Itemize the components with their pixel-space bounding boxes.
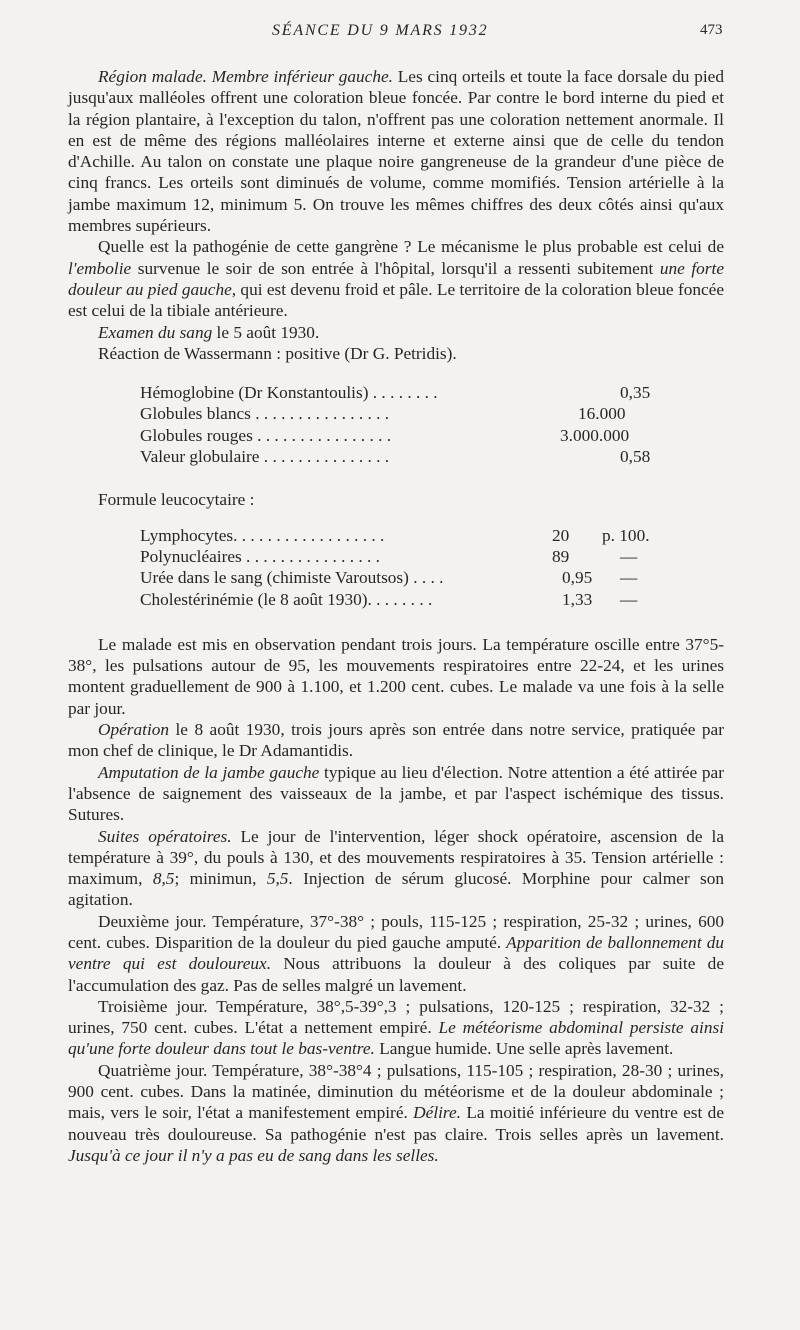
exam-date: le 5 août 1930. bbox=[212, 322, 320, 342]
text-body bbox=[68, 66, 724, 1166]
wassermann-line: Réaction de Wassermann : positive (Dr G. Petridis). bbox=[98, 343, 457, 363]
table-row bbox=[140, 446, 656, 467]
pathogenesis-text-a: Quelle est la pathogénie de cette gangrène ? Le mécanisme le plus probable est celui de bbox=[98, 237, 724, 257]
table-row bbox=[140, 589, 656, 610]
amputation-text: typique au lieu d'élection. Notre attention a été attirée par l'absence de saignement des vaisseaux de la jambe, et par l'aspect ischémique des tissus. Sutures. bbox=[68, 762, 724, 825]
pathogenesis-emphasis-1: l'embolie bbox=[68, 258, 132, 278]
row-label: Lymphocytes. . . . . . . . . . . . . . . . . . bbox=[140, 525, 385, 545]
row-label: Hémoglobine (Dr Konstantoulis) . . . . . . . . bbox=[140, 383, 438, 403]
row-unit: — bbox=[620, 589, 638, 609]
table-row bbox=[140, 546, 656, 567]
table-row bbox=[140, 425, 656, 446]
row-value: 20 bbox=[552, 525, 570, 545]
row-value: 0,35 bbox=[620, 383, 651, 403]
row-label: Globules rouges . . . . . . . . . . . . . . . . bbox=[140, 425, 392, 445]
operation-paragraph bbox=[68, 719, 724, 762]
row-label: Polynucléaires . . . . . . . . . . . . . . . . bbox=[140, 546, 380, 566]
day2-paragraph bbox=[68, 911, 724, 996]
suites-label: Suites opératoires. bbox=[98, 826, 232, 846]
pathogenesis-emphasis-2: une forte douleur au pied gauche, bbox=[68, 258, 724, 299]
table-row bbox=[140, 382, 656, 403]
row-value: 1,33 bbox=[562, 589, 593, 609]
day4-text-b: La moitié inférieure du ventre est de nouveau très douloureuse. Sa pathogénie n'est pas claire. Trois selles après un lavement. bbox=[68, 1103, 724, 1144]
suites-text-c: . Injection de sérum glucosé. Morphine pour calmer son agitation. bbox=[68, 869, 724, 910]
row-value: 0,58 bbox=[620, 447, 651, 467]
table-row bbox=[140, 403, 656, 424]
pathogenesis-paragraph bbox=[68, 236, 724, 321]
day4-emphasis-2: Jusqu'à ce jour il n'y a pas eu de sang dans les selles. bbox=[68, 1145, 439, 1165]
table-row bbox=[140, 525, 656, 546]
suites-paragraph bbox=[68, 826, 724, 911]
operation-text: le 8 août 1930, trois jours après son entrée dans notre service, pratiquée par mon chef de clinique, le Dr Adamantidis. bbox=[68, 720, 724, 761]
row-label: Globules blancs . . . . . . . . . . . . . . . . bbox=[140, 404, 390, 424]
amputation-paragraph bbox=[68, 762, 724, 826]
day2-emphasis: Apparition de ballonnement du ventre qui est douloureux. bbox=[68, 932, 724, 974]
row-unit: — bbox=[620, 568, 638, 588]
row-unit: p. 100. bbox=[602, 525, 650, 545]
page-number: 473 bbox=[700, 22, 723, 38]
region-text: Les cinq orteils et toute la face dorsale du pied jusqu'aux malléoles offrent une coloration bleue foncée. Par contre le bord interne du pied et la région plantaire, à l'exception du talon, n'offrent pas une coloration nettement anormale. Il en est de même des régions malléolaires interne et externe ainsi que de celle du tendon d'Achille. Au talon on constate une plaque noire gangreneuse de la grandeur d'une pièce de cinq francs. Les orteils sont diminués de volume, comme momifiés. Tension artérielle à la jambe maximum 12, minimum 5. On trouve les mêmes chiffres des deux côtés ainsi qu'aux membres supérieurs. bbox=[68, 67, 724, 236]
row-label: Valeur globulaire . . . . . . . . . . . . . . . bbox=[140, 447, 390, 467]
row-value: 0,95 bbox=[562, 568, 593, 588]
leucocyte-table bbox=[140, 525, 656, 610]
pathogenesis-text-b: survenue le soir de son entrée à l'hôpital, lorsqu'il a ressenti subitement bbox=[131, 258, 660, 278]
suites-max: 8,5 bbox=[152, 869, 175, 889]
blood-table bbox=[140, 382, 656, 467]
formule-label: Formule leucocytaire : bbox=[98, 490, 255, 510]
region-paragraph bbox=[68, 66, 724, 236]
operation-label: Opération bbox=[98, 720, 170, 740]
region-label: Région malade. Membre inférieur gauche. bbox=[98, 67, 393, 86]
exam-line bbox=[68, 322, 724, 343]
suites-min: 5,5 bbox=[266, 869, 289, 889]
day2-text-a: Deuxième jour. Température, 37°-38° ; pouls, 115-125 ; respiration, 25-32 ; urines, 600 cent. cubes. Disparition de la douleur du pied gauche amputé. bbox=[68, 911, 724, 952]
day3-text-a: Troisième jour. Température, 38°,5-39°,3 ; pulsations, 120-125 ; respiration, 32-32 ; urines, 750 cent. cubes. L'état a nettement empiré. bbox=[68, 996, 724, 1038]
day4-emphasis-1: Délire. bbox=[413, 1103, 461, 1123]
suites-text-a: Le jour de l'intervention, léger shock opératoire, ascension de la température à 39°, du pouls à 130, et des mouvements respiratoires à 35. Tension artérielle : maximum, bbox=[68, 826, 724, 889]
suites-text-b: ; minimun, bbox=[174, 869, 267, 889]
row-unit: — bbox=[620, 546, 638, 566]
day2-text-b: Nous attribuons la douleur à des coliques par suite de l'accumulation des gaz. Pas de selles malgré un lavement. bbox=[68, 954, 724, 995]
exam-label: Examen du sang bbox=[98, 322, 213, 342]
day3-text-b: Langue humide. Une selle après lavement. bbox=[374, 1039, 674, 1059]
row-value: 89 bbox=[552, 546, 570, 566]
day3-emphasis: Le météorisme abdominal persiste ainsi qu'une forte douleur dans tout le bas-ventre. bbox=[68, 1018, 725, 1059]
amputation-label: Amputation de la jambe gauche bbox=[98, 762, 320, 782]
running-title: SÉANCE DU 9 MARS 1932 bbox=[272, 22, 489, 39]
day4-text-a: Quatrième jour. Température, 38°-38°4 ; pulsations, 115-105 ; respiration, 28-30 ; urines, 900 cent. cubes. Dans la matinée, diminution du météorisme et de la douleur abdominale ; mais, vers le soir, l'état a manifestement empiré. bbox=[68, 1060, 724, 1123]
pathogenesis-text-c: qui est devenu froid et pâle. Le territoire de la coloration bleue foncée est celui de la tibiale antérieure. bbox=[68, 279, 724, 321]
day3-paragraph bbox=[68, 996, 724, 1060]
row-value: 16.000 bbox=[578, 404, 626, 424]
row-label: Urée dans le sang (chimiste Varoutsos) . . . . bbox=[140, 568, 444, 588]
observation-paragraph: Le malade est mis en observation pendant trois jours. La température oscille entre 37°5-38°, les pulsations autour de 95, les mouvements respiratoires entre 22-24, et les urines montent graduellement de 900 à 1.100, et 1.200 cent. cubes. Le malade va une fois à la selle par jour. bbox=[68, 634, 724, 718]
day4-paragraph bbox=[68, 1060, 724, 1166]
row-label: Cholestérinémie (le 8 août 1930). . . . . . . . bbox=[140, 589, 433, 609]
table-row bbox=[140, 567, 656, 588]
row-value: 3.000.000 bbox=[560, 425, 630, 445]
running-header bbox=[0, 22, 800, 44]
